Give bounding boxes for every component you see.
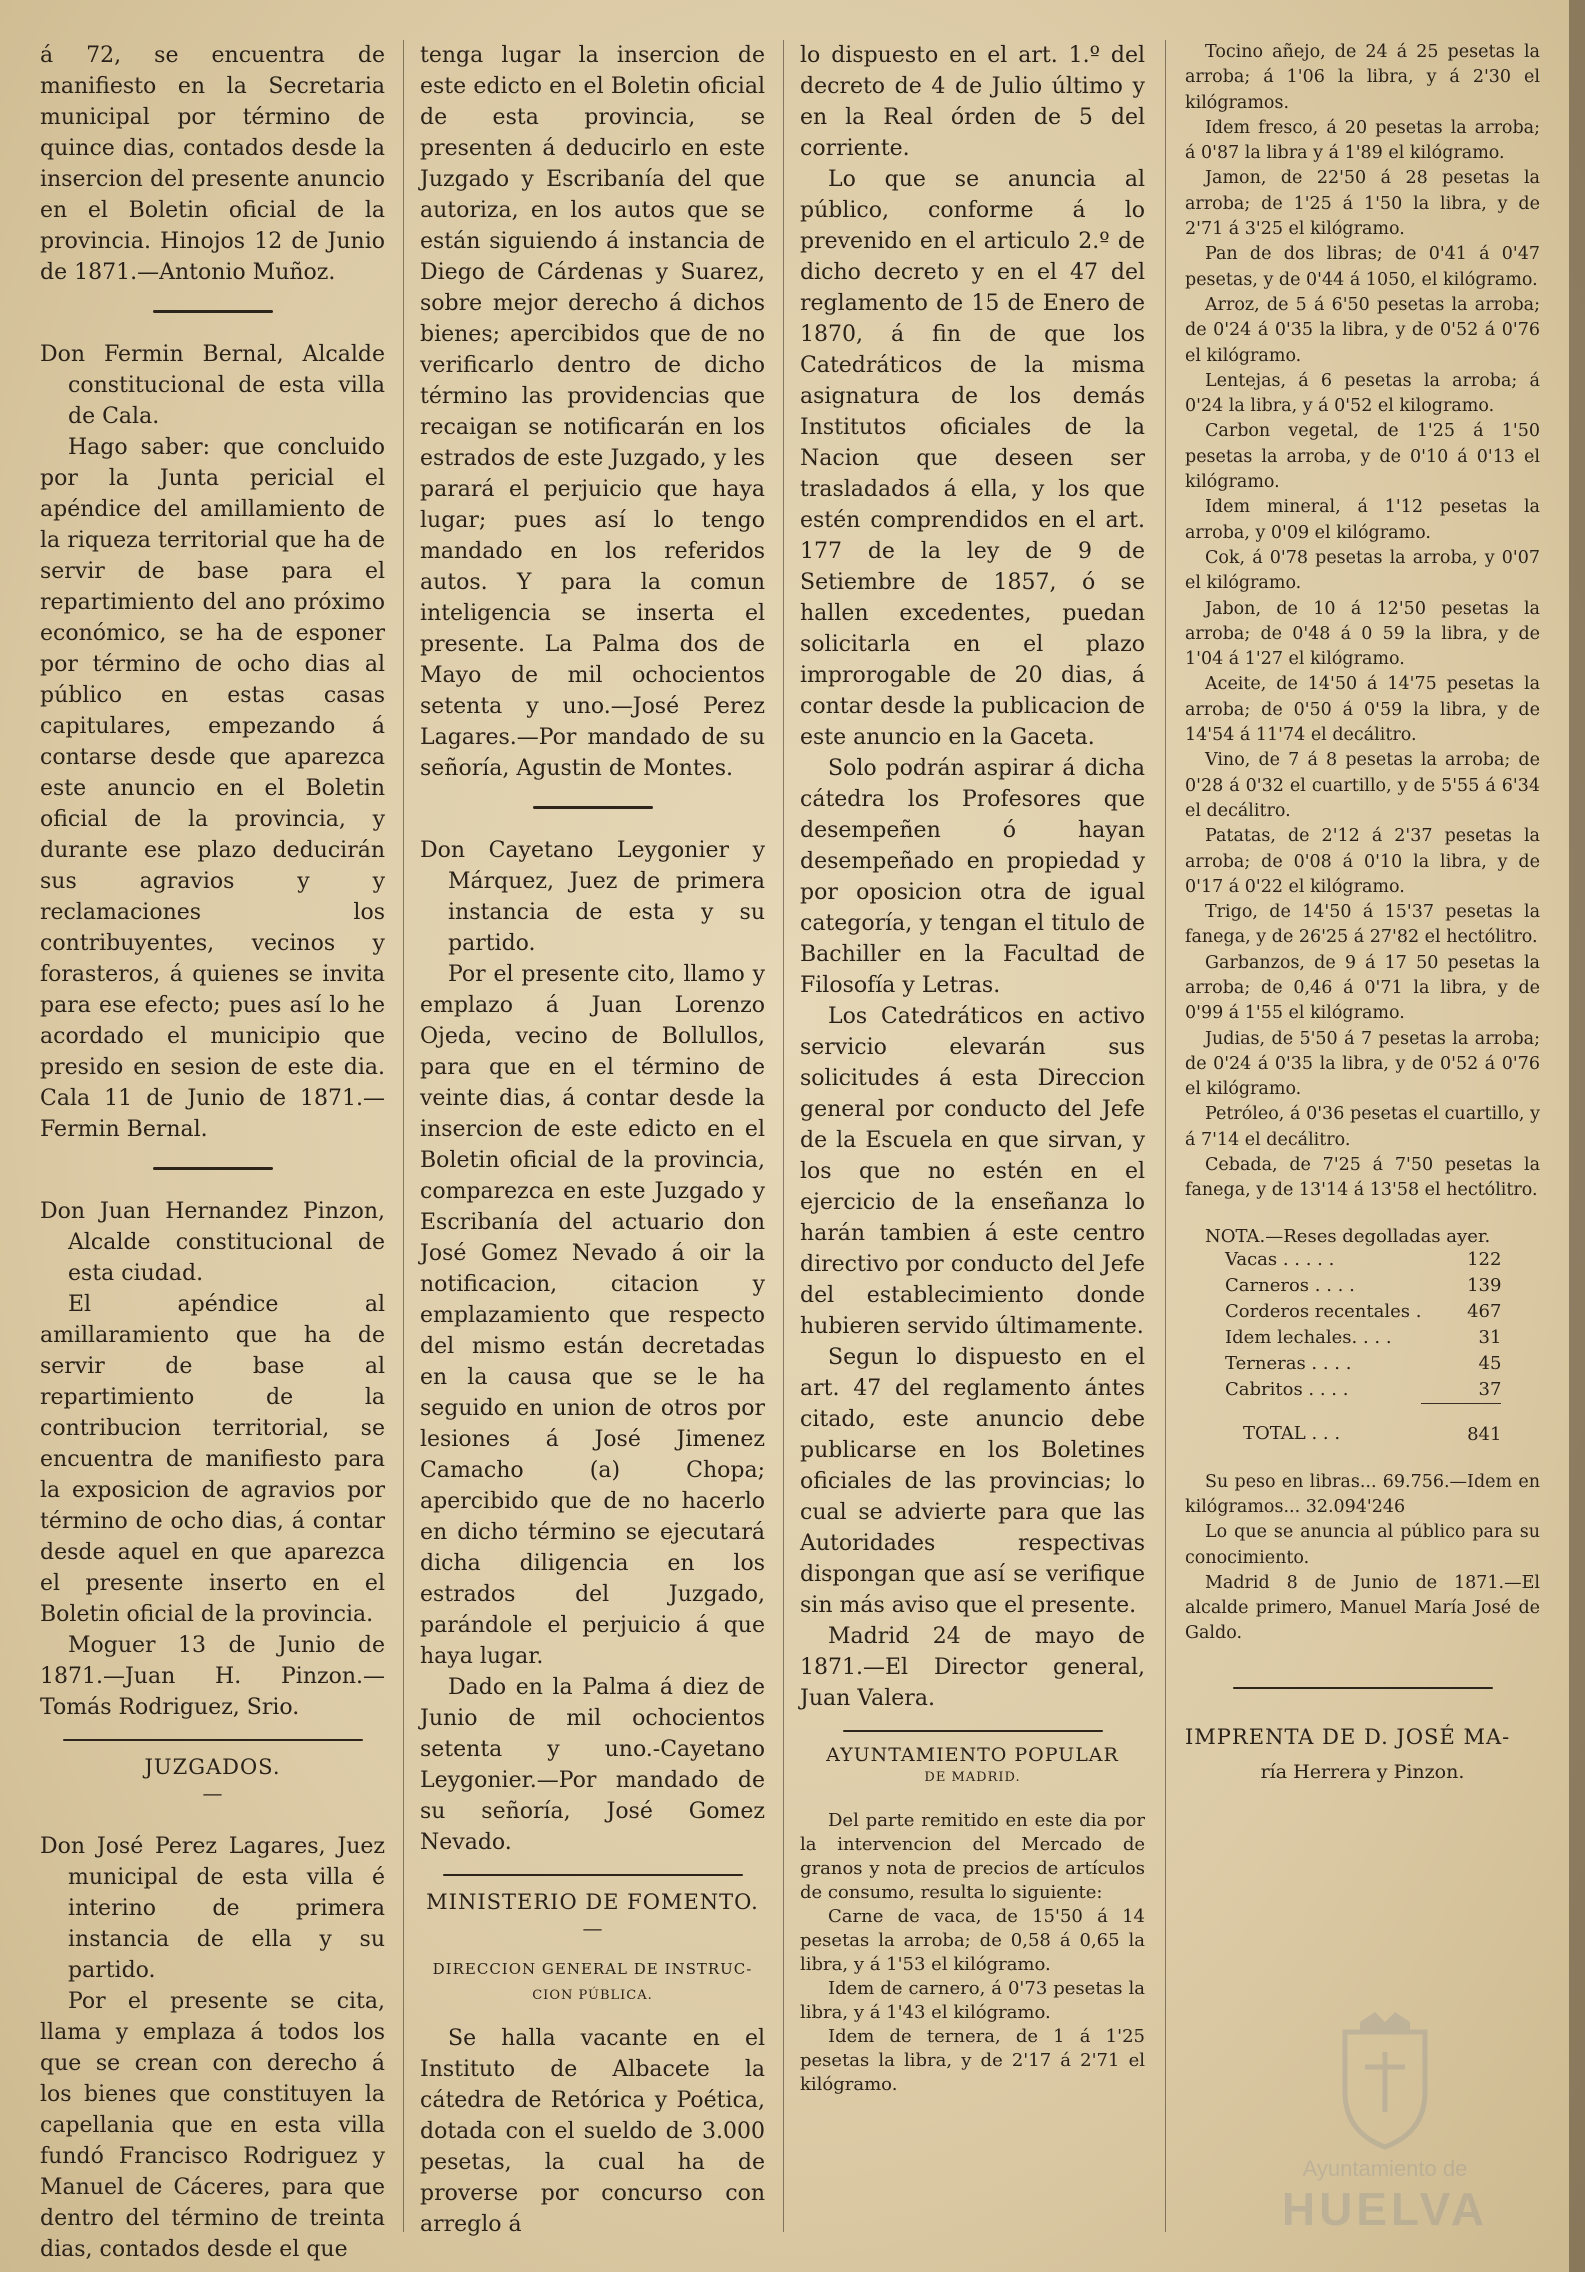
price-item: Trigo, de 14'50 á 15'37 pesetas la fanega, y de 26'25 á 27'82 el hectólitro. [1185,902,1540,948]
separator [843,1730,1103,1732]
paragraph: Se halla vacante en el Instituto de Albacete la cátedra de Retórica y Poética, dotada con el sueldo de 3.000 pesetas, la cual ha de proverse por concurso con arreglo á [420,2026,765,2237]
column-3 [800,40,1145,2242]
price-list [1185,40,1540,1204]
dash: — [202,1781,223,1805]
price-item: Vino, de 7 á 8 pesetas la arroba; de 0'28 á 0'32 el cuartillo, y de 5'55 á 6'34 el decálitro. [1185,750,1540,821]
column-2 [420,40,765,2242]
reses-label: Vacas . . . . . [1225,1248,1335,1270]
price-item: Jabon, de 10 á 12'50 pesetas la arroba; de 0'48 á 0 59 la libra, y de 1'04 á 1'27 el kilógramo. [1185,598,1540,670]
paragraph: Madrid 24 de mayo de 1871.—El Director general, Juan Valera. [800,1624,1145,1711]
price-item: Cok, á 0'78 pesetas la arroba, y 0'07 el kilógramo. [1185,547,1540,594]
paragraph: Solo podrán aspirar á dicha cátedra los Profesores que desempeñen ó hayan desempeñado en propiedad y por oposicion otra de igual categoría, y tengan el titulo de Bachiller en la Facultad de Filosofía y Letras. [800,756,1145,998]
section-heading: AYUNTAMIENTO POPULAR [826,1744,1119,1766]
price-item: Arroz, de 5 á 6'50 pesetas la arroba; de 0'24 á 0'35 la libra, y de 0'52 á 0'76 el kilógramo. [1185,294,1540,366]
reses-label: Terneras . . . . [1225,1352,1352,1374]
price-item: Petróleo, á 0'36 pesetas el cuartillo, y á 7'14 el decálitro. [1185,1104,1540,1150]
separator [153,1167,273,1170]
notice-heading: Don Cayetano Leygonier y Márquez, Juez de primera instancia de esta y su partido. [420,838,765,956]
section-heading: JUZGADOS. [144,1755,281,1779]
paragraph: Moguer 13 de Junio de 1871.—Juan H. Pinzon.—Tomás Rodriguez, Srio. [40,1633,385,1720]
table-row [1225,1247,1501,1273]
paragraph: Por el presente cito, llamo y emplazo á Juan Lorenzo Ojeda, vecino de Bollullos, para que en el término de veinte dias, á contar desde la insercion de este edicto en el Boletin oficial de la provincia, comparezca en este Juzgado y Escribanía del actuario don José Gomez Nevado á oir la notificacion, citacion y emplazamiento que respecto del mismo están decretadas en la causa que se le ha seguido en union de otros por lesiones á José Jimenez Camacho (a) Chopa; apercibido que de no hacerlo en dicho término se ejecutará dicha diligencia en los estrados del Juzgado, parándole el perjuicio á que haya lugar. [420,962,765,1669]
price-item: Aceite, de 14'50 á 14'75 pesetas la arroba; de 0'50 á 0'59 la libra, y de 14'54 á 11'74 el decálitro. [1185,674,1540,746]
paragraph: El apéndice al amillaramiento que ha de servir de base al repartimiento de la contribucion territorial, se encuentra de manifiesto para la exposicion de agravios por término de ocho dias, á contar desde aquel en que aparezca el presente inserto en el Boletin oficial de la provincia. [40,1292,385,1627]
price-item: Judias, de 5'50 á 7 pesetas la arroba; de 0'24 á 0'35 la libra, y de 0'52 á 0'76 el kilógramo. [1185,1028,1540,1100]
total-label: TOTAL . . . [1243,1423,1341,1445]
price-item: Tocino añejo, de 24 á 25 pesetas la arroba; á 1'06 la libra, y á 2'30 el kilógramos. [1185,42,1540,113]
nota-title: NOTA.—Reses degolladas ayer. [1205,1225,1491,1247]
subsection-heading: DIRECCION GENERAL DE INSTRUC- [432,1960,753,1978]
notice-heading: Don Fermin Bernal, Alcalde constitucional de esta villa de Cala. [40,342,385,429]
paragraph: Idem de carnero, á 0'73 pesetas la libra, y á 1'43 el kilógramo. [800,1978,1145,2023]
watermark [1255,2012,1515,2242]
separator [533,806,653,809]
price-item: Patatas, de 2'12 á 2'37 pesetas la arroba; de 0'08 á 0'10 la libra, y de 0'17 á 0'22 el kilógramo. [1185,826,1540,897]
reses-label: Corderos recentales . [1225,1300,1422,1322]
watermark-text: Ayuntamiento de [1302,2156,1468,2181]
paragraph: Lo que se anuncia al público, conforme á lo prevenido en el articulo 2.º de dicho decreto y en el 47 del reglamento de 15 de Enero de 1870, á fin de que los Catedráticos de la misma asignatura de los demás Institutos oficiales de la Nacion que deseen ser trasladados á ella, y los que estén comprendidos en el art. 177 de la ley de 9 de Setiembre de 1857, ó se hallen excedentes, puedan solicitarla en el plazo improrogable de 20 dias, á contar desde la publicacion de este anuncio en la Gaceta. [800,167,1145,750]
paragraph: Lo que se anuncia al público para su conocimiento. [1185,1522,1540,1568]
total-value: 841 [1467,1423,1502,1445]
column-1 [40,40,385,2262]
table-row [1225,1299,1501,1325]
paragraph: Hago saber: que concluido por la Junta pericial el apéndice del amillamiento de la riqueza territorial que ha de servir de base para el repartimiento del ano próximo económico, se ha de esponer por término de ocho dias al público en estas casas capitulares, empezando á contarse desde que aparezca este anuncio en el Boletin oficial de la provincia, y durante ese plazo deducirán sus agravios y y reclamaciones los contribuyentes, vecinos y forasteros, á quienes se invita para ese efecto; pues así lo he acordado el municipio que presido en sesion de este dia. Cala 11 de Junio de 1871.—Fermin Bernal. [40,435,385,1142]
price-item: Pan de dos libras; de 0'41 á 0'47 pesetas, y de 0'44 á 1050, el kilógramo. [1185,244,1540,290]
paragraph: Por el presente se cita, llama y emplaza á todos los que se crean con derecho á los bienes que constituyen la capellania que en esta villa fundó Francisco Rodriguez y Manuel de Cáceres, para que dentro del término de treinta dias, contados desde el que [40,1989,385,2262]
paragraph: Del parte remitido en este dia por la intervencion del Mercado de granos y nota de precios de artículos de consumo, resulta lo siguiente: [800,1810,1145,1903]
column-rule [783,40,784,2232]
watermark-text: HUELVA [1281,2183,1489,2235]
reses-label: Idem lechales. . . . [1225,1326,1392,1348]
printer-imprint: ría Herrera y Pinzon. [1260,1760,1465,1783]
paragraph: Carne de vaca, de 15'50 á 14 pesetas la arroba; de 0,58 á 0,65 la libra, y á 1'53 el kilógramo. [800,1906,1145,1975]
separator [443,1874,743,1876]
column-rule [403,40,404,2232]
price-item: Lentejas, á 6 pesetas la arroba; á 0'24 la libra, y á 0'52 el kilogramo. [1185,370,1540,417]
dash: — [582,1916,603,1940]
paragraph: á 72, se encuentra de manifiesto en la Secretaria municipal por término de quince dias, contados desde la insercion del presente anuncio en el Boletin oficial de la provincia. Hinojos 12 de Junio de 1871.—Antonio Muñoz. [40,43,385,285]
page-edge [1569,0,1585,2272]
price-item: Garbanzos, de 9 á 17 50 pesetas la arroba; de 0,46 á 0'71 la libra, y de 0'99 á 1'55 el kilógramo. [1185,952,1540,1024]
separator [63,1739,363,1741]
notice-heading: Don Juan Hernandez Pinzon, Alcalde constitucional de esta ciudad. [40,1199,385,1286]
price-item: Jamon, de 22'50 á 28 pesetas la arroba; de 1'25 á 1'50 la libra, y de 2'71 á 3'25 el kilógramo. [1185,168,1540,240]
table-row [1225,1351,1501,1377]
section-heading: MINISTERIO DE FOMENTO. [426,1890,759,1914]
paragraph: lo dispuesto en el art. 1.º del decreto de 4 de Julio último y en la Real órden de 5 del corriente. [800,43,1145,161]
coat-of-arms-icon [1325,2012,1445,2152]
paragraph: Madrid 8 de Junio de 1871.—El alcalde primero, Manuel María José de Galdo. [1185,1572,1540,1644]
reses-value: 139 [1467,1274,1502,1296]
reses-label: Cabritos . . . . [1225,1378,1349,1400]
reses-table [1225,1247,1501,1448]
table-row [1225,1377,1501,1404]
subsection-heading: CION PÚBLICA. [532,1988,653,2003]
paragraph: tenga lugar la insercion de este edicto en el Boletin oficial de esta provincia, se presenten á deducirlo en este Juzgado y Escribanía del que autoriza, en los autos que se están siguiendo á instancia de Diego de Cárdenas y Suarez, sobre mejor derecho á dichos bienes; apercibidos que de no verificarlo dentro de dicho término las providencias que recaigan se notificarán en los estrados de este Juzgado, y les parará el perjuicio que haya lugar; pues así lo tengo mandado en los referidos autos. Y para la comun inteligencia se inserta el presente. La Palma dos de Mayo de mil ochocientos setenta y uno.—José Perez Lagares.—Por mandado de su señoría, Agustin de Montes. [420,43,765,781]
table-row [1225,1273,1501,1299]
reses-value: 45 [1478,1352,1502,1374]
reses-value: 467 [1467,1300,1502,1322]
reses-value: 122 [1467,1248,1502,1270]
separator [153,310,273,313]
notice-heading: Don José Perez Lagares, Juez municipal de esta villa é interino de primera instancia de ella y su partido. [40,1834,385,1983]
printer-imprint: IMPRENTA DE D. JOSÉ MA- [1185,1724,1511,1749]
paragraph: Dado en la Palma á diez de Junio de mil ochocientos setenta y uno.-Cayetano Leygonier.—Por mandado de su señoría, José Gomez Nevado. [420,1675,765,1855]
separator [1233,1687,1493,1689]
price-item: Idem mineral, á 1'12 pesetas la arroba, y 0'09 el kilógramo. [1185,497,1540,543]
reses-value: 37 [1421,1377,1501,1404]
subsection-heading: DE MADRID. [924,1770,1021,1785]
column-rule [1165,40,1166,2232]
price-item: Carbon vegetal, de 1'25 á 1'50 pesetas la arroba, y de 0'10 á 0'13 el kilógramo. [1185,421,1540,493]
table-row [1225,1325,1501,1351]
total-row [1225,1403,1501,1448]
reses-label: Carneros . . . . [1225,1274,1355,1296]
paragraph: Los Catedráticos en activo servicio elevarán sus solicitudes á esta Direccion general por conducto del Jefe de la Escuela en que sirvan, y los que no estén en el ejercicio de la enseñanza lo harán tambien á este centro directivo por conducto del Jefe del establecimiento donde hubieren servido últimamente. [800,1004,1145,1339]
reses-value: 31 [1478,1326,1502,1348]
column-4 [1185,40,1540,2242]
paragraph: Su peso en libras... 69.756.—Idem en kilógramos... 32.094'246 [1185,1471,1540,1517]
paragraph: Idem de ternera, de 1 á 1'25 pesetas la libra, y de 2'17 á 2'71 el kilógramo. [800,2026,1145,2095]
price-item: Cebada, de 7'25 á 7'50 pesetas la fanega, y de 13'14 á 13'58 el hectólitro. [1185,1155,1540,1201]
price-item: Idem fresco, á 20 pesetas la arroba; á 0'87 la libra y á 1'89 el kilógramo. [1185,117,1540,164]
paragraph: Segun lo dispuesto en el art. 47 del reglamento ántes citado, este anuncio debe publicarse en los Boletines oficiales de las provincias; lo cual se advierte para que las Autoridades respectivas dispongan que así se verifique sin más aviso que el presente. [800,1345,1145,1618]
